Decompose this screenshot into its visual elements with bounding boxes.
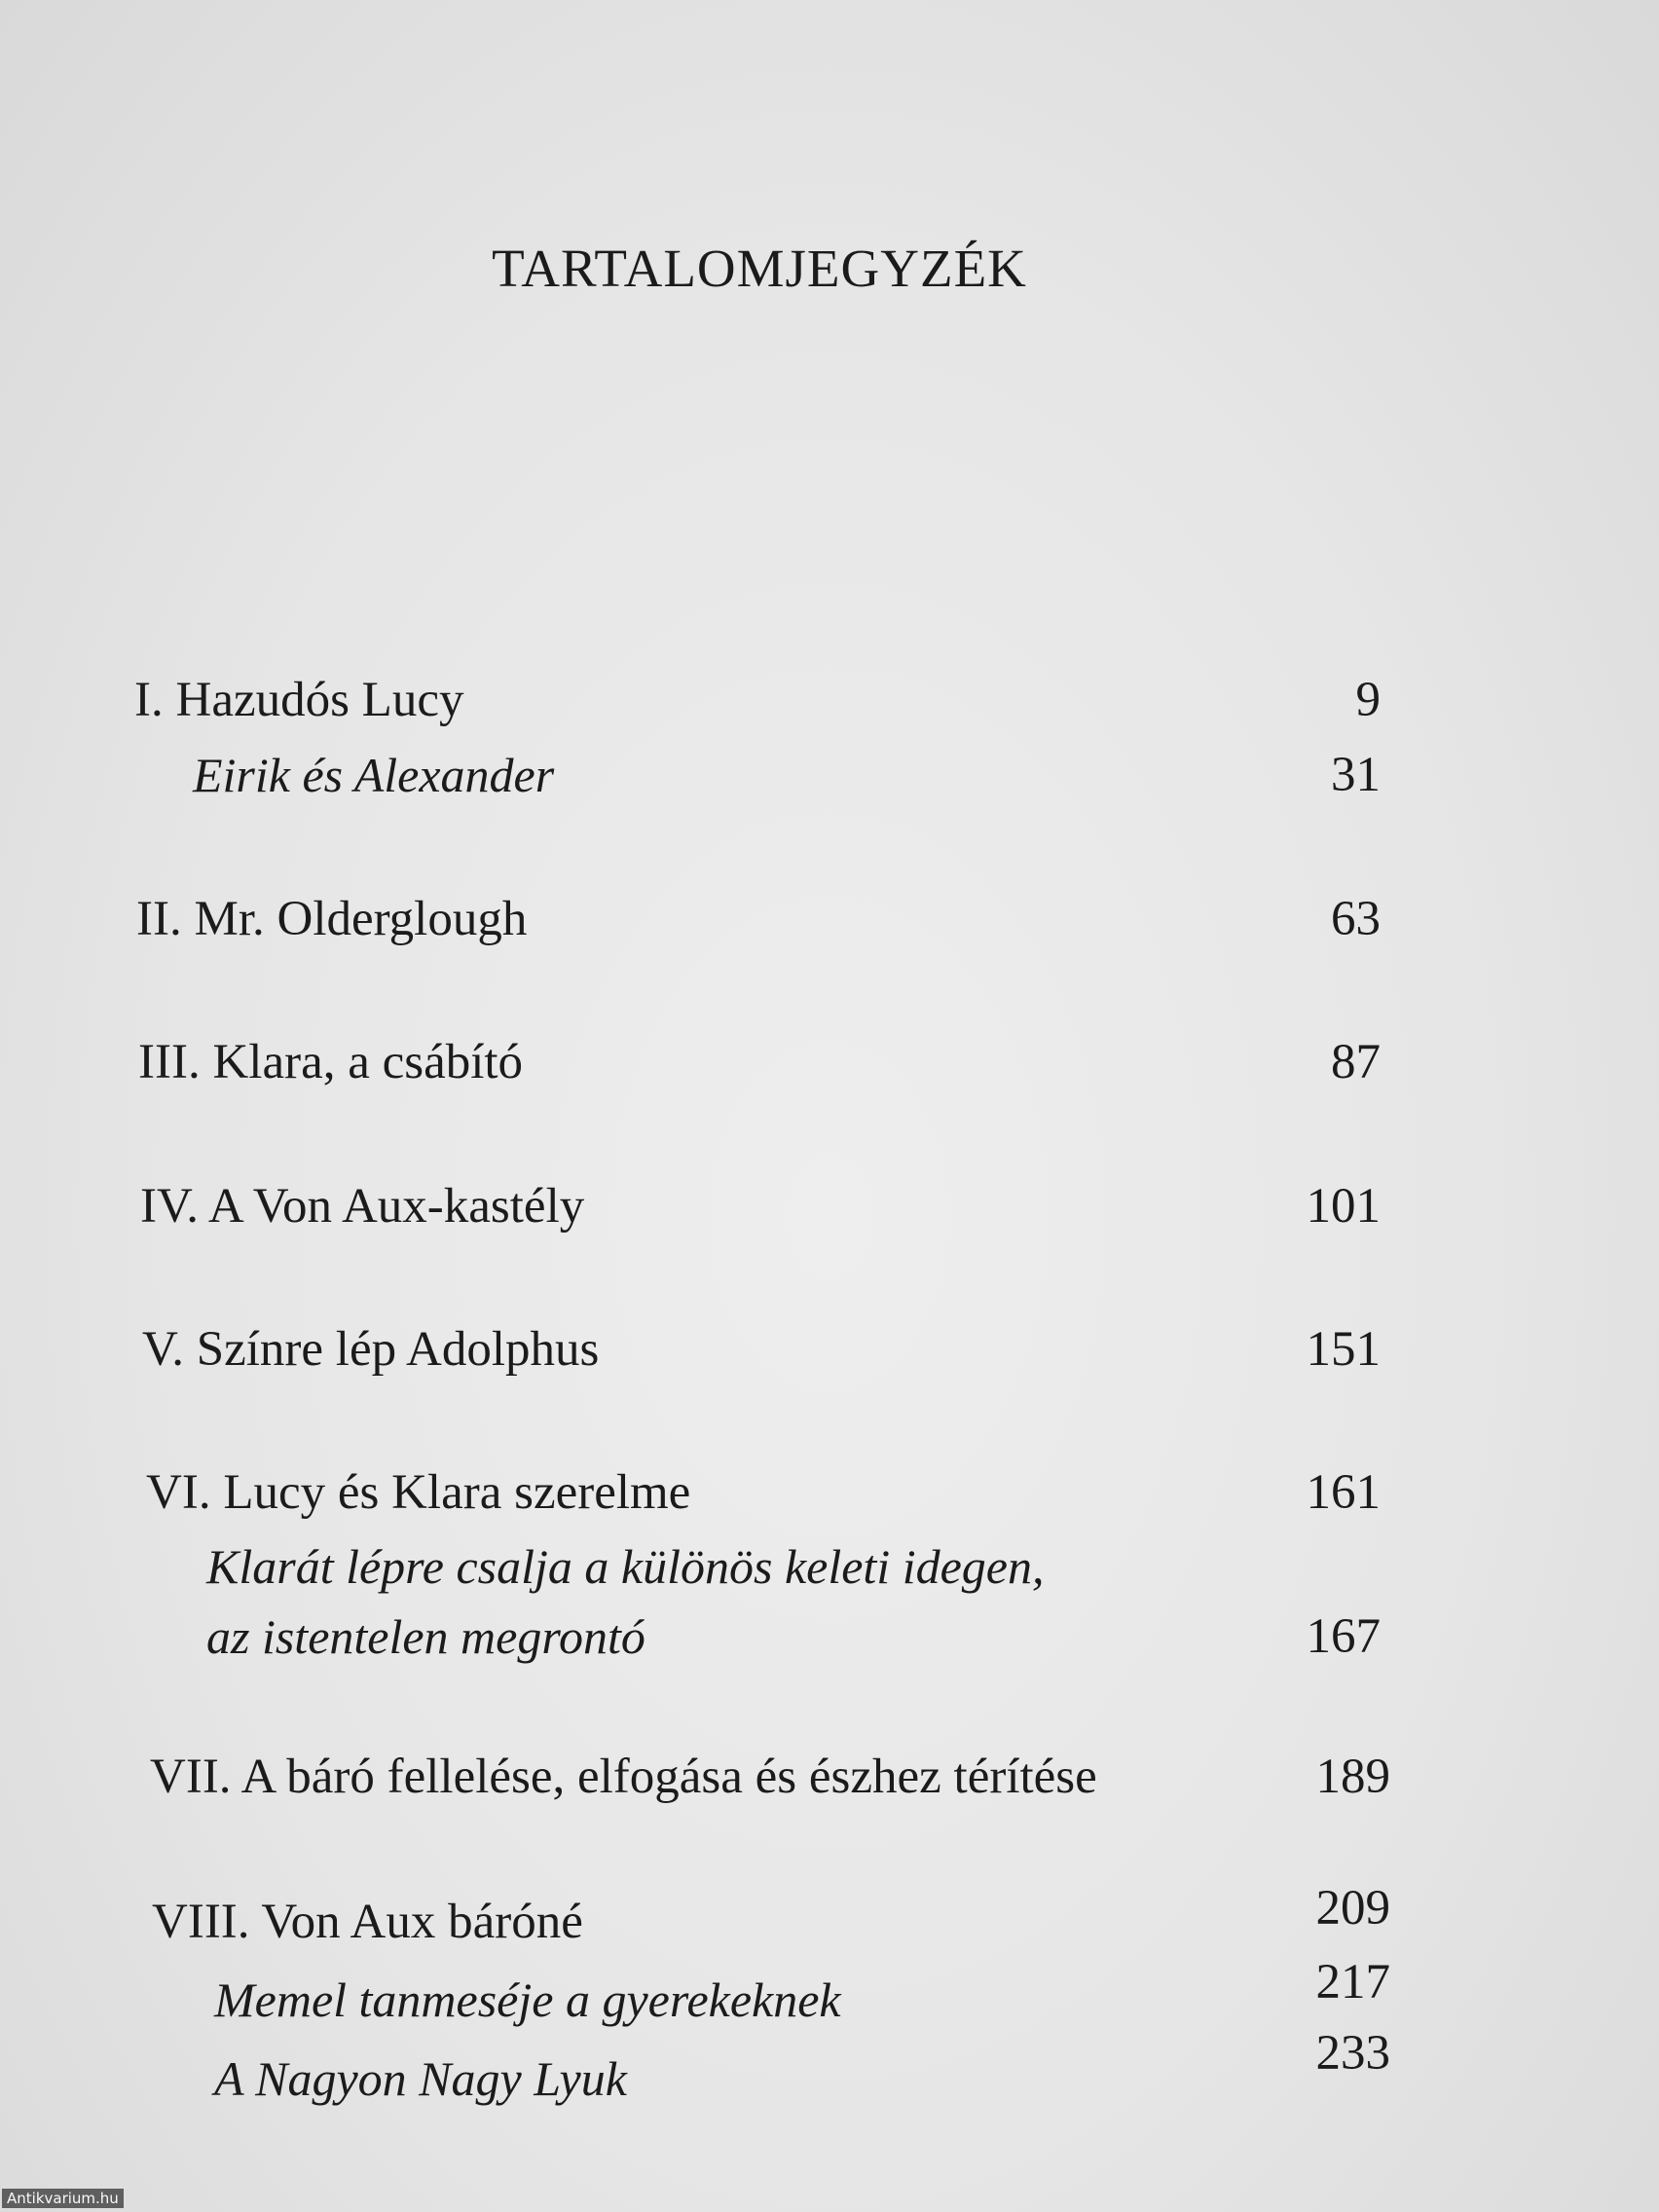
toc-subentry: [0, 1538, 1659, 1616]
toc-entry-page: 87: [1331, 1035, 1381, 1089]
toc-entry: [0, 1881, 1659, 1972]
toc-entry-text: A Nagyon Nagy Lyuk: [214, 2051, 627, 2106]
toc-entry-text: Eirik és Alexander: [193, 748, 555, 802]
toc-entry: [0, 672, 1659, 750]
toc-entry: [0, 1321, 1659, 1399]
toc-entry: [0, 891, 1659, 969]
toc-entry-page: 189: [1315, 1750, 1390, 1804]
toc-entry-text: V. Színre lép Adolphus: [142, 1322, 600, 1377]
toc-entry-text: Memel tanmeséje a gyerekeknek: [214, 1972, 841, 2027]
toc-entry-page: 151: [1306, 1322, 1381, 1377]
toc-entry-page: 167: [1306, 1609, 1381, 1664]
toc-entry-page: 209: [1315, 1881, 1390, 1936]
show-through-decoration: [0, 0, 1659, 682]
toc-entry-text: VI. Lucy és Klara szerelme: [146, 1465, 691, 1520]
toc-entry-page: 63: [1331, 892, 1381, 946]
toc-entry-page: 217: [1315, 1955, 1390, 2009]
toc-entry-text: VIII. Von Aux báróné: [152, 1895, 583, 1949]
toc-entry-text: II. Mr. Olderglough: [136, 892, 528, 946]
toc-entry-page: 233: [1315, 2026, 1390, 2081]
toc-entry-page: 31: [1331, 748, 1381, 802]
toc-entry-text: I. Hazudós Lucy: [134, 673, 464, 727]
toc-entry-page: 9: [1355, 673, 1381, 727]
toc-entry-page: 161: [1306, 1465, 1381, 1520]
toc-entry-text: IV. A Von Aux-kastély: [140, 1179, 585, 1234]
toc-entry-text: VII. A báró fellelése, elfogása és észhez térítése: [150, 1750, 1097, 1804]
toc-title: TARTALOMJEGYZÉK: [492, 239, 1027, 298]
toc-subentry: [0, 1955, 1659, 2049]
toc-entry: [0, 1749, 1659, 1826]
toc-entry: [0, 1178, 1659, 1256]
toc-subentry: [0, 2026, 1659, 2128]
watermark-label: Antikvarium.hu: [2, 2189, 124, 2208]
toc-subentry: [0, 747, 1659, 825]
toc-entry-text: Klarát lépre csalja a különös keleti idegen,: [206, 1539, 1045, 1594]
toc-entry: [0, 1464, 1659, 1542]
toc-entry-text: az istentelen megrontó: [206, 1609, 645, 1664]
toc-subentry: [0, 1608, 1659, 1686]
toc-entry-page: 101: [1306, 1179, 1381, 1234]
toc-entry: [0, 1034, 1659, 1112]
toc-entry-text: III. Klara, a csábító: [138, 1035, 524, 1089]
